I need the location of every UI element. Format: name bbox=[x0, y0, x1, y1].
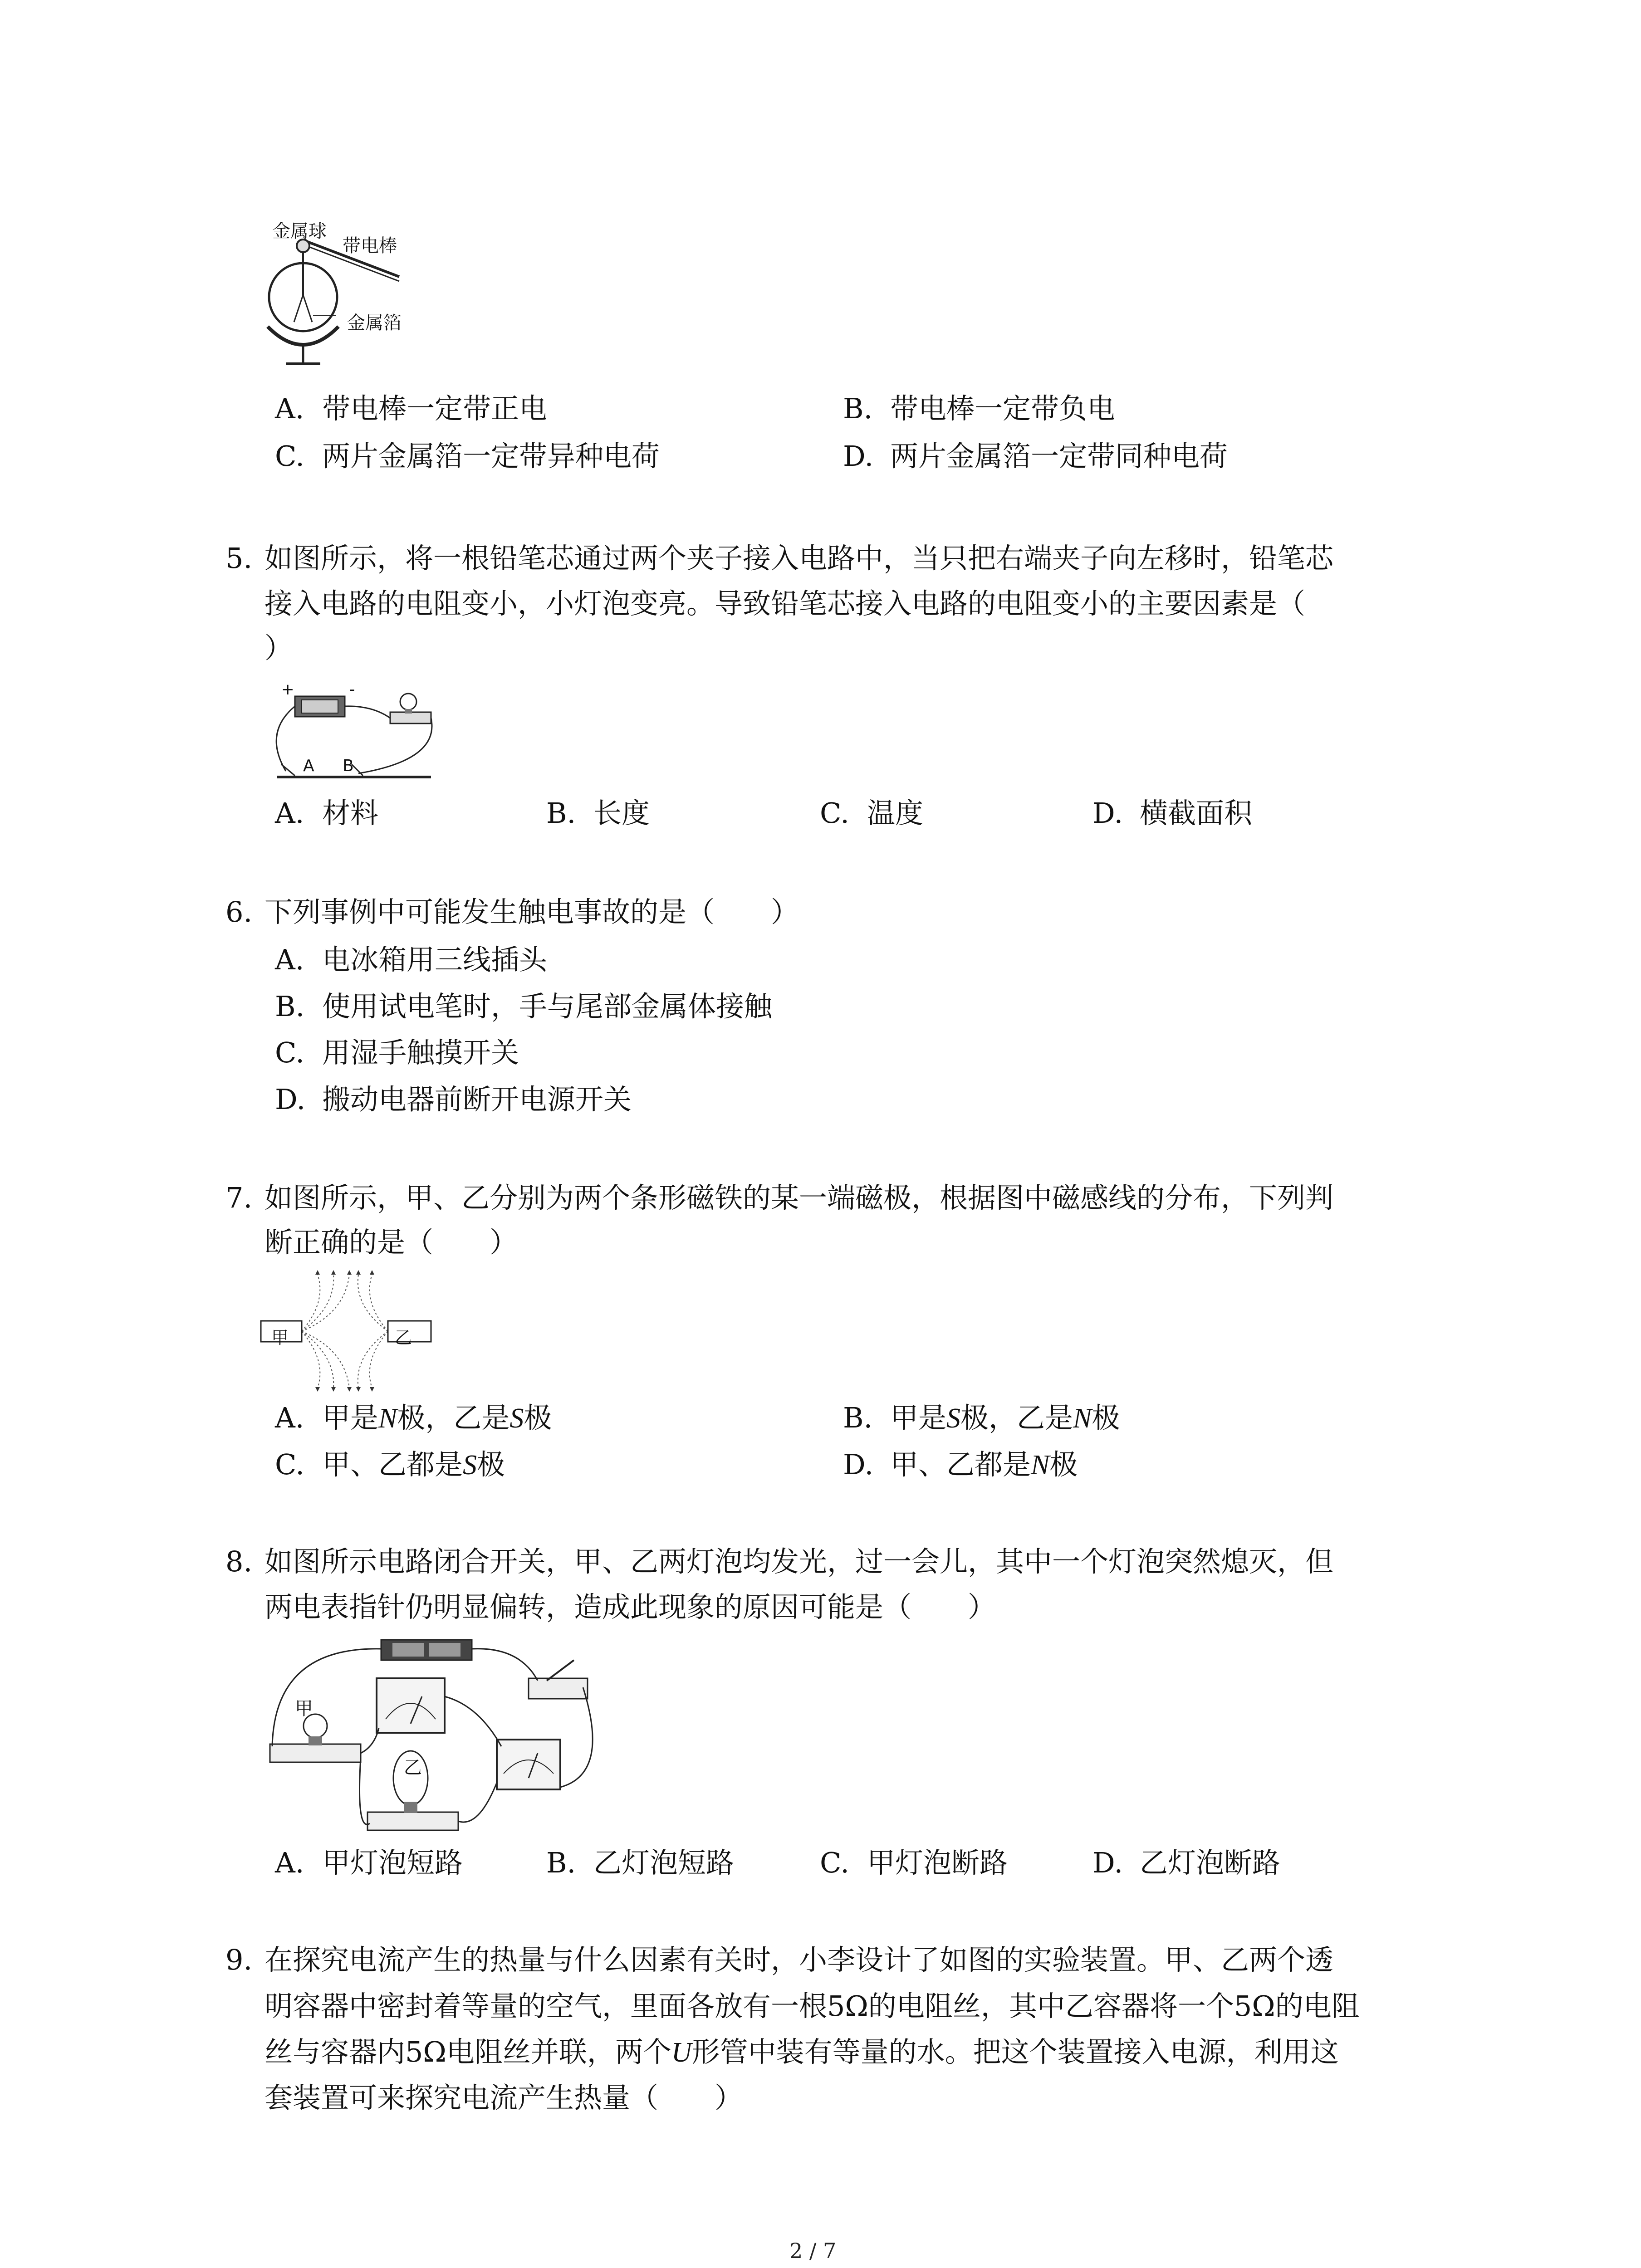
option-letter: B. bbox=[546, 797, 576, 830]
q5-option-b bbox=[546, 797, 650, 830]
q8-number: 8. bbox=[225, 1545, 253, 1578]
option-letter: A. bbox=[275, 1401, 304, 1434]
u-tube-symbol: U bbox=[671, 2037, 692, 2068]
option-text: 带电棒一定带负电 bbox=[890, 392, 1116, 425]
q5-option-c bbox=[820, 797, 924, 830]
option-text: 电冰箱用三线插头 bbox=[322, 943, 548, 976]
q8-line-1: 如图所示电路闭合开关，甲、乙两灯泡均发光，过一会儿，其中一个灯泡突然熄灭，但 bbox=[265, 1545, 1334, 1578]
q7-option-c bbox=[275, 1448, 505, 1481]
option-letter: B. bbox=[843, 1401, 873, 1434]
q9-line-1: 在探究电流产生的热量与什么因素有关时，小李设计了如图的实验装置。甲、乙两个透 bbox=[265, 1943, 1334, 1976]
fig-label-a: A bbox=[303, 757, 314, 775]
q6-option-d bbox=[275, 1085, 632, 1114]
q8-line-2: 两电表指针仍明显偏转，造成此现象的原因可能是（ ） bbox=[265, 1590, 996, 1623]
q7-option-d bbox=[843, 1448, 1078, 1481]
q6-option-c bbox=[275, 1036, 519, 1069]
q4-option-d bbox=[843, 440, 1228, 473]
q6-option-b bbox=[275, 992, 772, 1021]
option-text: 使用试电笔时，手与尾部金属体接触 bbox=[322, 990, 773, 1023]
option-text: 极，乙是 bbox=[960, 1401, 1073, 1434]
q8-option-a bbox=[275, 1846, 463, 1879]
q8-option-c bbox=[820, 1846, 1008, 1879]
q7-line-2: 断正确的是（ ） bbox=[265, 1226, 518, 1259]
option-text: 甲灯泡短路 bbox=[322, 1846, 463, 1879]
fig-label-charged-rod: 带电棒 bbox=[343, 235, 397, 256]
page-number: 2 / 7 bbox=[789, 2239, 837, 2263]
option-text: 极，乙是 bbox=[397, 1401, 510, 1434]
option-text: 甲、乙都是 bbox=[890, 1448, 1031, 1481]
option-letter: B. bbox=[275, 990, 305, 1023]
option-text: 两片金属箔一定带异种电荷 bbox=[322, 440, 660, 473]
fig-label-plus: + bbox=[281, 680, 294, 699]
option-letter: D. bbox=[1092, 1846, 1123, 1879]
option-text: 长度 bbox=[593, 797, 650, 830]
option-letter: B. bbox=[546, 1846, 576, 1879]
option-letter: C. bbox=[820, 1846, 849, 1879]
q9-line-3-text: 丝与容器内5Ω电阻丝并联，两个 bbox=[265, 2035, 671, 2068]
q8-option-b bbox=[546, 1846, 735, 1879]
fig-label-minus: - bbox=[349, 680, 355, 699]
q4-option-c bbox=[275, 440, 660, 473]
q5-number: 5. bbox=[225, 542, 253, 575]
option-text: 带电棒一定带正电 bbox=[322, 392, 548, 425]
option-letter: A. bbox=[275, 392, 304, 425]
fig-label-bulb-jia: 甲 bbox=[295, 1698, 313, 1719]
q6-number: 6. bbox=[225, 895, 253, 929]
two-bulb-circuit-figure bbox=[265, 1637, 601, 1846]
q5-line-3: ） bbox=[265, 631, 293, 665]
option-text: 极 bbox=[1049, 1448, 1078, 1481]
option-letter: A. bbox=[275, 797, 304, 830]
q5-line-2: 接入电路的电阻变小，小灯泡变亮。导致铅笔芯接入电路的电阻变小的主要因素是（ bbox=[265, 587, 1306, 620]
fig-label-magnet-yi: 乙 bbox=[395, 1328, 412, 1348]
q9-line-3 bbox=[265, 2035, 1339, 2068]
option-letter: D. bbox=[843, 1448, 874, 1481]
option-letter: C. bbox=[275, 1448, 304, 1481]
option-text: 搬动电器前断开电源开关 bbox=[322, 1083, 632, 1116]
fig-label-metal-ball: 金属球 bbox=[272, 221, 327, 242]
pole-symbol: S bbox=[463, 1450, 477, 1481]
q7-number: 7. bbox=[225, 1181, 253, 1214]
option-text: 用湿手触摸开关 bbox=[322, 1036, 519, 1069]
q9-line-3-text: 形管中装有等量的水。把这个装置接入电源，利用这 bbox=[691, 2035, 1339, 2068]
option-text: 甲是 bbox=[890, 1401, 947, 1434]
option-letter: D. bbox=[843, 440, 874, 473]
q9-line-2: 明容器中密封着等量的空气，里面各放有一根5Ω的电阻丝，其中乙容器将一个5Ω的电阻 bbox=[265, 1989, 1360, 2023]
option-text: 甲是 bbox=[322, 1401, 379, 1434]
option-text: 甲灯泡断路 bbox=[867, 1846, 1008, 1879]
q5-option-a bbox=[275, 797, 379, 830]
pole-symbol: S bbox=[946, 1403, 961, 1434]
q7-option-a bbox=[275, 1401, 552, 1434]
option-text: 极 bbox=[477, 1448, 505, 1481]
option-letter: C. bbox=[275, 440, 304, 473]
option-letter: D. bbox=[1092, 797, 1123, 830]
option-text: 极 bbox=[524, 1401, 552, 1434]
q6-line-1: 下列事例中可能发生触电事故的是（ ） bbox=[265, 895, 799, 929]
option-letter: C. bbox=[275, 1036, 304, 1069]
pole-symbol: N bbox=[378, 1403, 397, 1434]
fig-label-bulb-yi: 乙 bbox=[404, 1757, 422, 1778]
pole-symbol: S bbox=[509, 1403, 524, 1434]
q5-option-d bbox=[1092, 797, 1253, 830]
q7-option-b bbox=[843, 1401, 1120, 1434]
fig-label-magnet-jia: 甲 bbox=[271, 1328, 289, 1348]
q4-option-a bbox=[275, 392, 548, 425]
q5-line-1: 如图所示，将一根铅笔芯通过两个夹子接入电路中，当只把右端夹子向左移时，铅笔芯 bbox=[265, 542, 1334, 575]
option-letter: D. bbox=[275, 1083, 306, 1116]
q8-option-d bbox=[1092, 1846, 1281, 1879]
fig-label-metal-foil: 金属箔 bbox=[347, 313, 402, 333]
option-text: 两片金属箔一定带同种电荷 bbox=[890, 440, 1228, 473]
q9-line-4: 套装置可来探究电流产生热量（ ） bbox=[265, 2081, 743, 2114]
q7-line-1: 如图所示，甲、乙分别为两个条形磁铁的某一端磁极，根据图中磁感线的分布，下列判 bbox=[265, 1181, 1334, 1214]
option-text: 乙灯泡短路 bbox=[593, 1846, 735, 1879]
option-text: 温度 bbox=[867, 797, 924, 830]
pole-symbol: N bbox=[1073, 1403, 1092, 1434]
option-text: 横截面积 bbox=[1140, 797, 1253, 830]
pole-symbol: N bbox=[1031, 1450, 1050, 1481]
q4-option-b bbox=[843, 392, 1116, 425]
option-letter: A. bbox=[275, 1846, 304, 1879]
q6-option-a bbox=[275, 943, 548, 976]
option-text: 极 bbox=[1092, 1401, 1120, 1434]
q9-number: 9. bbox=[225, 1943, 253, 1976]
option-letter: C. bbox=[820, 797, 849, 830]
option-text: 甲、乙都是 bbox=[322, 1448, 463, 1481]
option-letter: B. bbox=[843, 392, 873, 425]
option-letter: A. bbox=[275, 943, 304, 976]
option-text: 材料 bbox=[322, 797, 379, 830]
fig-label-b: B bbox=[343, 757, 354, 775]
option-text: 乙灯泡断路 bbox=[1140, 1846, 1281, 1879]
